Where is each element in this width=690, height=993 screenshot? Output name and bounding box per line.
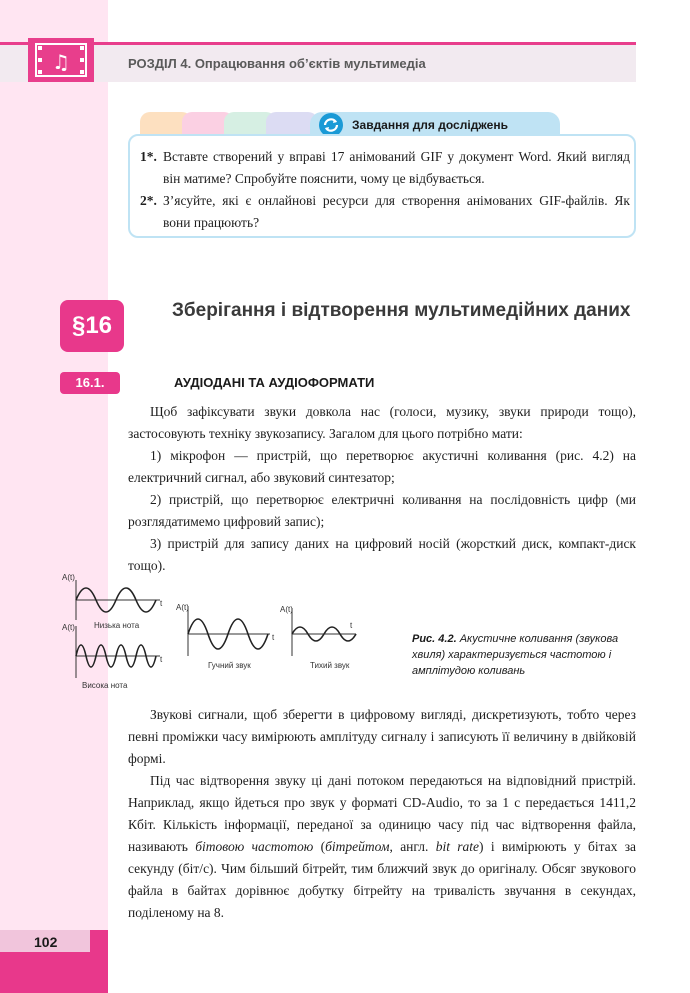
subsection-title: АУДІОДАНІ ТА АУДІОФОРМАТИ: [174, 375, 375, 390]
film-music-icon: [28, 38, 94, 82]
list-item: 3) пристрій для запису даних на цифровий носій (жорсткий диск, компакт-диск тощо).: [128, 536, 636, 573]
body-block-1: [128, 401, 636, 577]
paragraph: [128, 770, 636, 924]
caption-label: Рис. 4.2.: [412, 633, 457, 645]
task-text: З’ясуйте, які є онлайнові ресурси для створення анімованих GIF-файлів. Як вони працюють?: [163, 193, 630, 230]
text-run: (: [320, 839, 326, 854]
t-label: t: [160, 599, 163, 608]
low-note-label: Низька нота: [94, 621, 140, 630]
high-note-label: Висока нота: [82, 681, 128, 690]
task-number: 2*.: [140, 193, 157, 208]
page-margin-strip: [0, 0, 108, 993]
figure-caption: [412, 631, 642, 679]
research-task-2: [140, 190, 630, 234]
axis-label: A(t): [176, 603, 189, 612]
quiet-label: Тихий звук: [310, 661, 350, 670]
list-item: 2) пристрій, що перетворює електричні коливання на послідовність цифр (ми розглядатимемо цифровий запис);: [128, 492, 636, 529]
paragraph: Звукові сигнали, щоб зберегти в цифровому вигляді, дискретизують, тобто через певні проміжки часу вимірюють амплітуду сигналу і записують її величину в двійковій формі.: [128, 707, 636, 766]
axis-label: A(t): [62, 623, 75, 632]
section-badge: §16: [60, 300, 124, 352]
paragraph: Щоб зафіксувати звуки довкола нас (голоси, музику, звуки природи тощо), застосовують техніку звукозапису. Загалом для цього потрібно мати:: [128, 404, 636, 441]
subsection-badge: 16.1.: [60, 372, 120, 394]
body-block-2: [128, 704, 636, 924]
research-label: Завдання для досліджень: [352, 118, 508, 132]
t-label: t: [272, 633, 275, 642]
axis-label: A(t): [62, 573, 75, 582]
term: bit rate: [435, 839, 480, 854]
waveform-figure: [60, 570, 360, 690]
t-label: t: [350, 621, 353, 630]
caption-text: Акустичне коливання (звукова хвиля) характеризується частотою і амплітудою коливань: [412, 633, 619, 677]
t-label: t: [160, 655, 163, 664]
text-run: Під час відтворення звуку ці дані потоком передаються на відповідний пристрій. Наприклад, якщо йдеться про звук у форматі CD-Audio, то за 1 с передається 1411,2 Кбіт. Кількість інформації, переданої за одиницю часу під час відтворення файла, називають: [128, 773, 636, 854]
loud-label: Гучний звук: [208, 661, 251, 670]
axis-label: A(t): [280, 605, 293, 614]
page-number: 102: [34, 934, 58, 950]
svg-text:♫: ♫: [52, 50, 70, 74]
term: бітовою частотою: [195, 839, 314, 854]
text-run: , англ.: [389, 839, 429, 854]
text-run: ) і вимірюють у бітах за секунду (біт/с). Чим більший бітрейт, тим ближчий звук до оригіналу. Обсяг звукового файла в байтах дорівнює добутку бітрейту на тривалість звучання в секундах, поділеному на 8.: [128, 839, 637, 920]
chapter-title: РОЗДІЛ 4. Опрацювання об’єктів мультимедіа: [128, 56, 426, 71]
term: бітрейтом: [325, 839, 390, 854]
task-text: Вставте створений у вправі 17 анімований GIF у документ Word. Який вигляд він матиме? Спробуйте пояснити, чому це відбувається.: [163, 149, 630, 186]
section-title: Зберігання і відтворення мультимедійних даних: [172, 300, 631, 321]
task-number: 1*.: [140, 149, 157, 164]
research-task-1: [140, 146, 630, 190]
list-item: 1) мікрофон — пристрій, що перетворює акустичні коливання (рис. 4.2) на електричний сигнал, або звуковий синтезатор;: [128, 448, 636, 485]
